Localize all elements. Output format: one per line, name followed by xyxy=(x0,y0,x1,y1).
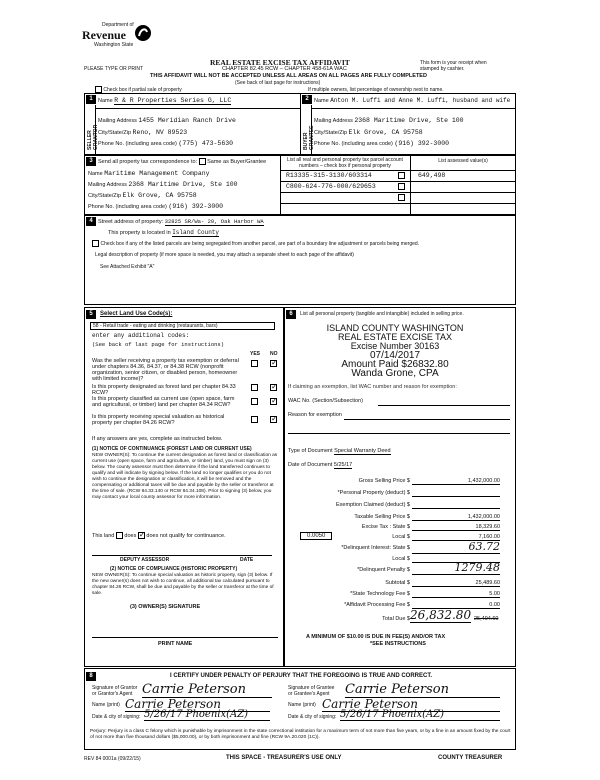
receipt-note: This form is your receipt when stamped by cashier. xyxy=(420,60,487,72)
chapter-line: CHAPTER 82.45 RCW – CHAPTER 458-61A WAC xyxy=(222,66,347,72)
grantee-signature[interactable]: Carrie Peterson xyxy=(345,682,500,698)
parcel-3-personal-checkbox[interactable] xyxy=(398,194,405,201)
total-due-typed: 25,494.60 xyxy=(474,616,499,622)
buyer-phone-row xyxy=(314,140,449,147)
tax-corr-label: Send all property tax correspondence to: xyxy=(98,158,198,165)
tax-corr-city[interactable]: Elk Grove, CA 95758 xyxy=(122,192,197,199)
grantor-name[interactable]: Carrie Peterson xyxy=(125,697,270,712)
state-tax-label: Excise Tax : State $ xyxy=(361,524,410,530)
section-5-number: 5 xyxy=(86,310,96,319)
yes-header: YES xyxy=(250,351,261,357)
grantor-date[interactable]: 5/26/17 Phoenix(AZ) xyxy=(144,709,270,721)
stamp-signer: Wanda Grone, CPA xyxy=(351,368,439,379)
section-1-number: 1 xyxy=(86,95,96,104)
see-back: (See back of last page for instructions) xyxy=(235,80,321,86)
this-land-label: This land xyxy=(92,532,115,539)
total-due-handwritten[interactable]: 26,832.80 xyxy=(410,608,472,622)
qualify-label: qualify for continuance. xyxy=(169,532,226,539)
grantee-name-label: Name (print) xyxy=(288,702,316,708)
print-note: PLEASE TYPE OR PRINT xyxy=(84,66,144,72)
owner-signature-label: (3) OWNER(S) SIGNATURE xyxy=(130,604,201,610)
certify-text: I CERTIFY UNDER PENALTY OF PERJURY THAT THE FOREGOING IS TRUE AND CORRECT. xyxy=(170,673,433,679)
multiple-owners: If multiple owners, list percentage of ownership next to name. xyxy=(308,87,444,93)
buyer-addr-label: Mailing Address xyxy=(314,118,353,124)
buyer-city[interactable]: Elk Grove, CA 95758 xyxy=(348,129,423,136)
exemption-deduct-value[interactable] xyxy=(412,502,500,509)
section-6-number: 6 xyxy=(286,310,296,319)
parcel-2-personal-checkbox[interactable] xyxy=(398,183,405,190)
exhibit-note: See Attached Exhibit "A" xyxy=(100,264,155,270)
doc-date[interactable]: 5/25/17 xyxy=(333,462,353,468)
delinquent-interest-label: *Delinquent Interest: State $ xyxy=(341,545,410,551)
section-8-number: 8 xyxy=(86,672,96,681)
state-label: Washington State xyxy=(94,42,134,48)
buyer-name-row xyxy=(314,97,514,104)
same-as-buyer-checkbox[interactable] xyxy=(199,158,206,165)
doc-type-label: Type of Document xyxy=(288,448,333,454)
parcel-1[interactable]: R13335-315-3130/603314 xyxy=(286,172,372,179)
local-tax-value[interactable]: 7,160.00 xyxy=(412,534,500,541)
land-use-see-back: (See back of last page for instructions) xyxy=(92,341,225,348)
land-use-title: Select Land Use Code(s): xyxy=(100,311,173,317)
buyer-vertical-label: BUYER GRANTEE xyxy=(303,125,315,150)
notice-1-title: (1) NOTICE OF CONTINUANCE (FOREST LAND OR CURRENT USE) xyxy=(92,446,252,452)
tax-corr-phone[interactable]: (916) 392-3000 xyxy=(168,203,224,210)
total-due-label: Total Due $ xyxy=(382,616,410,622)
seller-address[interactable]: 1455 Meridian Ranch Drive xyxy=(138,117,236,124)
same-as-buyer-label: Same as Buyer/Grantee xyxy=(207,158,267,165)
seller-city-row xyxy=(98,129,187,136)
form-number: REV 84 0001a (09/22/15) xyxy=(84,756,141,762)
partial-checkbox[interactable] xyxy=(95,86,102,93)
question-2: Is this property designated as forest land per chapter 84.33 RCW? xyxy=(92,384,236,396)
stamp-tax: REAL ESTATE EXCISE TAX xyxy=(337,332,453,342)
doc-date-row xyxy=(288,462,352,468)
taxable-value[interactable]: 1,432,000.00 xyxy=(412,514,500,521)
reason-label: Reason for exemption xyxy=(288,412,342,418)
q4-no[interactable] xyxy=(270,416,277,423)
county[interactable]: Island County xyxy=(172,229,220,236)
taxable-label: Taxable Selling Price $ xyxy=(354,514,410,520)
grantor-name-label: Name (print) xyxy=(92,702,120,708)
personal-deduct-value[interactable] xyxy=(412,490,500,497)
dept-label: Department of xyxy=(102,22,134,28)
does-not-checkbox[interactable] xyxy=(138,532,145,539)
street-label: Street address of property: xyxy=(98,219,164,225)
print-name-label: PRINT NAME xyxy=(158,641,193,647)
doc-date-label: Date of Document xyxy=(288,462,333,468)
if-yes-note: If any answers are yes, complete as instructed below. xyxy=(92,436,223,442)
tax-corr-city-row: City/State/Zip Elk Grove, CA 95758 xyxy=(88,192,197,199)
tax-corr-row xyxy=(98,158,266,165)
q4-yes[interactable] xyxy=(251,416,258,423)
revenue-logo xyxy=(82,22,162,58)
q3-yes[interactable] xyxy=(251,398,258,405)
minimum-note: A MINIMUM OF $10.00 IS DUE IN FEE(S) AND/OR TAX xyxy=(306,634,446,640)
tax-corr-name-row: Name Maritime Management Company xyxy=(88,170,210,177)
seller-addr-row xyxy=(98,117,236,124)
gross-label: Gross Selling Price $ xyxy=(358,478,410,484)
affidavit-fee-label: *Affidavit Processing Fee $ xyxy=(344,602,410,608)
stamp-date: 07/14/2017 xyxy=(369,350,421,361)
seller-city-label: City/State/Zip xyxy=(98,130,132,136)
stamp-excise-number: Excise Number 30163 xyxy=(350,341,440,351)
county-row xyxy=(108,229,219,236)
section-2-number: 2 xyxy=(302,95,312,104)
question-4: Is this property receiving special valuation as historical property per chapter 84.26 RCW? xyxy=(92,414,225,426)
grantee-date-label: Date & city of signing: xyxy=(288,714,337,720)
seller-name-row xyxy=(98,97,296,104)
tax-corr-addr-row: Mailing Address 2368 Maritime Drive, Ste 100 xyxy=(88,181,238,188)
form-title: REAL ESTATE EXCISE TAX AFFIDAVIT xyxy=(210,58,350,67)
grantor-sig-label: Signature of Grantor or Grantor's Agent xyxy=(92,685,138,697)
seller-name-label: Name xyxy=(98,98,113,104)
seller-vertical-label: SELLER GRANTOR xyxy=(87,124,99,150)
q3-no[interactable] xyxy=(270,398,277,405)
local-rate-box[interactable]: 0.0050 xyxy=(300,532,332,540)
buyer-city-label: City/State/Zip xyxy=(314,130,348,136)
tax-corr-name[interactable]: Maritime Management Company xyxy=(104,170,210,177)
continuance-row xyxy=(92,532,226,539)
local-2-label: Local $ xyxy=(392,556,410,562)
county-treasurer: COUNTY TREASURER xyxy=(438,755,503,761)
land-use-code[interactable]: 58 - Retail trade - eating and drinking (restaurants, bars) xyxy=(90,322,275,330)
buyer-phone-label: Phone No. (including area code) xyxy=(314,141,393,147)
q1-no[interactable] xyxy=(270,360,277,367)
seller-phone-row xyxy=(98,140,233,147)
tech-fee-label: *State Technology Fee $ xyxy=(350,591,410,597)
revenue-wordmark: Revenue xyxy=(82,28,126,42)
doc-type-row xyxy=(288,448,391,454)
delinquent-penalty-label: *Delinquent Penalty $ xyxy=(357,567,410,573)
notice-2-text: NEW OWNER(S): To continue special valuation as historic property, sign (3) below. If the new owner(s) does not wish to continue, all additional tax calculated pursuant to chapter 84.26 RCW, shall be due and payable by the seller or transferor at the time of sale. xyxy=(92,573,274,596)
segregated-label: Check box if any of the listed parcels are being segregated from another parcel, are part of a boundary line adjustment or parcels being merged. xyxy=(100,240,420,247)
delinquent-penalty-value[interactable]: 1279.48 xyxy=(412,561,500,575)
warning-line: THIS AFFIDAVIT WILL NOT BE ACCEPTED UNLESS ALL AREAS ON ALL PAGES ARE FULLY COMPLETED xyxy=(150,73,427,79)
buyer-name-label: Name xyxy=(314,98,329,104)
stamp-county: ISLAND COUNTY WASHINGTON xyxy=(326,323,464,333)
does-not-label: does not xyxy=(146,532,168,539)
seller-city[interactable]: Reno, NV 89523 xyxy=(132,129,188,136)
buyer-phone[interactable]: (916) 392-3000 xyxy=(394,140,450,147)
county-label: This property is located in xyxy=(108,230,171,236)
personal-property-label: List all personal property (tangible and intangible) included in selling price. xyxy=(300,311,464,317)
grantee-name[interactable]: Carrie Peterson xyxy=(322,697,500,712)
doc-type[interactable]: Special Warranty Deed xyxy=(334,448,391,454)
personal-deduct-label: *Personal Property (deduct) $ xyxy=(337,490,410,496)
grantor-date-label: Date & city of signing: xyxy=(92,714,141,720)
delinquent-interest-value[interactable]: 63.72 xyxy=(412,540,500,554)
tech-fee-value[interactable]: 5.00 xyxy=(412,591,500,598)
street-row xyxy=(98,218,264,225)
question-3: Is this property classified as current use (open space, farm and agricultural, or timber) land per chapter 84.34 RCW? xyxy=(92,396,235,408)
buyer-address[interactable]: 2368 Maritime Drive, Ste 100 xyxy=(354,117,464,124)
notice-1-text: NEW OWNER(S): To continue the current designation as forest land or classification as current use (open space, farm and agriculture, or timber) land, you must sign on (3) below. The county assessor must then determine if the land transferred continues to qualify and will indicate by signing below. If the land no longer qualifies or you do not wish to continue the designation or classification, it will be removed and the compensating or additional taxes will be due and payable by the seller or transferor at the time of sale. (RCW 84.33.140 or RCW 84.34.108). Prior to signing (3) below, you may contact your local county assessor for more information. xyxy=(92,453,278,500)
assessed-value-1[interactable]: 649,498 xyxy=(418,172,446,179)
parcel-2[interactable]: C800-624-776-000/629653 xyxy=(286,183,376,190)
gross-value[interactable]: 1,432,000.00 xyxy=(412,478,500,485)
subtotal-label: Subtotal $ xyxy=(385,580,410,586)
parcel-1-personal-checkbox[interactable] xyxy=(398,172,405,179)
partial-label: Check box if partial sale of property xyxy=(103,86,182,93)
partial-sale xyxy=(95,86,182,93)
legal-desc-label: Legal description of property (if more space is needed, you may attach a separate sheet to each page of the affidavit) xyxy=(95,252,354,258)
revenue-logo-icon xyxy=(134,24,152,42)
deputy-date: DATE xyxy=(240,557,254,563)
claiming-exemption: If claiming an exemption, list WAC number and reason for exemption: xyxy=(288,384,457,390)
affidavit-fee-value[interactable]: 0.00 xyxy=(412,602,500,609)
question-1: Was the seller receiving a property tax exemption or deferral under chapters 84.36, 84.37, or 84.38 RCW (nonprofit organization, senior citizen, or disabled person, homeowner with limited income)? xyxy=(92,358,239,382)
wac-label: WAC No. (Section/Subsection) xyxy=(288,398,363,404)
treasurer-stamp xyxy=(310,324,480,378)
segregated-row xyxy=(92,240,419,247)
local-tax-label: Local $ xyxy=(392,534,410,540)
tax-corr-address[interactable]: 2368 Maritime Drive, Ste 100 xyxy=(128,181,238,188)
see-instructions: *SEE INSTRUCTIONS xyxy=(370,641,426,647)
seller-phone[interactable]: (775) 473-5630 xyxy=(178,140,234,147)
q1-yes[interactable] xyxy=(251,360,258,367)
q2-yes[interactable] xyxy=(251,384,258,391)
tax-corr-phone-row: Phone No. (including area code) (916) 392-3000 xyxy=(88,203,224,210)
q2-no[interactable] xyxy=(270,384,277,391)
assessed-header: List assessed value(s) xyxy=(438,158,488,164)
enter-additional: enter any additional codes: xyxy=(92,332,190,339)
seller-phone-label: Phone No. (including area code) xyxy=(98,141,177,147)
grantor-signature[interactable]: Carrie Peterson xyxy=(142,682,272,698)
buyer-name[interactable]: Anton M. Luffi and Anne M. Luffi, husband and wife xyxy=(330,97,511,104)
seller-addr-label: Mailing Address xyxy=(98,118,137,124)
notice-2-title: (2) NOTICE OF COMPLIANCE (HISTORIC PROPERTY) xyxy=(110,566,238,572)
street-address[interactable]: 32825 SR/Wa- 20, Oak Harbor WA xyxy=(164,218,264,225)
parcels-header: List all real and personal property tax parcel account numbers – check box if personal property xyxy=(287,157,403,169)
no-header: NO xyxy=(270,351,278,357)
perjury-note: Perjury: Perjury is a class C felony which is punishable by imprisonment in the state correctional institution for a maximum term of not more than five years, or by a fine in an amount fixed by the court of not more than five thousand dollars ($5,000.00), or by both imprisonment and fine (RCW 9A.20.020 (1C)). xyxy=(90,729,511,740)
segregated-checkbox[interactable] xyxy=(92,240,99,247)
grantee-sig-label: Signature of Grantee or Grantee's Agent xyxy=(288,685,335,697)
state-tax-value[interactable]: 18,329.60 xyxy=(412,524,500,531)
section-3-number: 3 xyxy=(86,157,96,166)
section-4-number: 4 xyxy=(86,217,96,226)
exemption-deduct-label: Exemption Claimed (deduct) $ xyxy=(336,502,410,508)
grantee-date[interactable]: 5/26/17 Phoenix(AZ) xyxy=(340,709,500,721)
seller-name[interactable]: R & R Properties Series G, LLC xyxy=(114,97,232,104)
does-checkbox[interactable] xyxy=(116,532,123,539)
does-label: does xyxy=(124,532,137,539)
stamp-amount-paid: Amount Paid $26832.80 xyxy=(341,359,449,370)
deputy-assessor: DEPUTY ASSESSOR xyxy=(120,557,170,563)
buyer-city-row xyxy=(314,129,423,136)
buyer-addr-row xyxy=(314,117,464,124)
treasurer-space: THIS SPACE - TREASURER'S USE ONLY xyxy=(226,755,342,761)
subtotal-value[interactable]: 25,489.60 xyxy=(412,580,500,587)
